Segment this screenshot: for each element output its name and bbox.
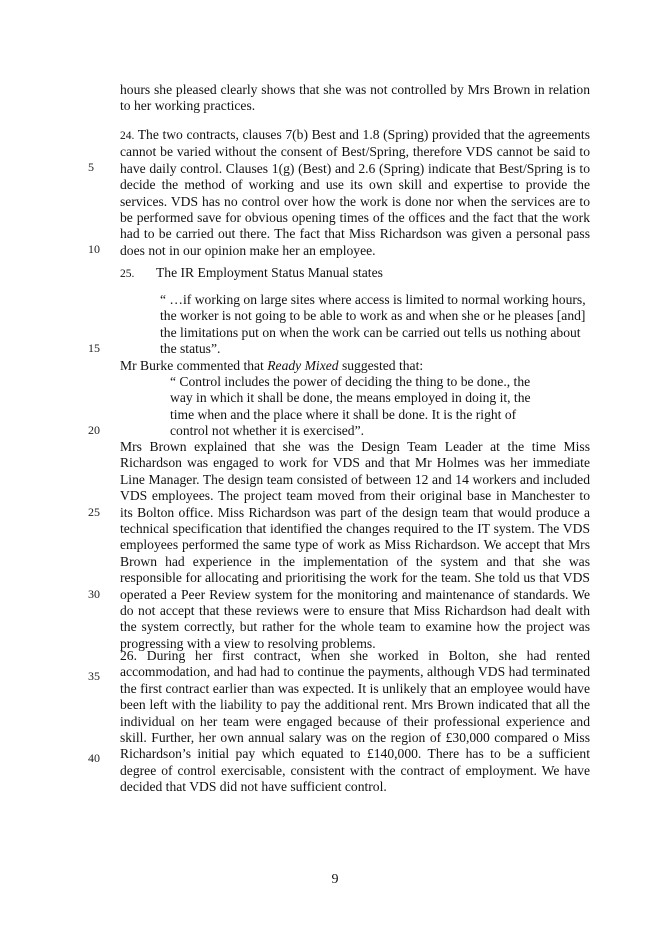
mrs-brown-paragraph: Mrs Brown explained that she was the Design Team Leader at the time Miss Richardson was engaged to work for VDS and that Mr Holmes was her immediate Line Manager. The design team consisted of between 12 and 14 workers and included VDS employees. The project team moved from their original base in Manchester to its Bolton office. Miss Richardson was part of the design team that would produce a technical specification that identified the changes required to the IT system. The VDS employees performed the same type of work as Miss Richardson. We accept that Mrs Brown had experience in the implementation of the system and that she was responsible for allocating and prioritising the work for the team. She told us that VDS operated a Peer Review system for the monitoring and maintenance of standards. We do not accept that these reviews were to ensure that Miss Richardson had dealt with the system correctly, but rather for the whole team to examine how the project was progressing with a view to resolving problems.	[120, 439, 590, 651]
paragraph-24-text: The two contracts, clauses 7(b) Best and 1.8 (Spring) provided that the agreements cannot be varied without the consent of Best/Spring, therefore VDS cannot be said to have daily control. Clauses 1(g) (Best) and 2.6 (Spring) indicate that Best/Spring is to decide the method of working and use its own skill and expertise to provide the services. VDS has no control over how the work is done nor when the services are to be performed save for obvious opening times of the offices and the fact that the work had to be carried out there. The fact that Miss Richardson was given a personal pass does not in our opinion make her an employee.	[120, 127, 591, 258]
line-number-40: 40	[88, 751, 100, 765]
paragraph-26-text: During her first contract, when she worked in Bolton, she had rented accommodation, and had had to continue the payments, although VDS had terminated the first contract earlier than was expected. It is unlikely that an employee would have been left with the liability to pay the additional rent. Mrs Brown indicated that all the individual on her team were engaged because of their professional experience and skill. Further, her own annual salary was on the region of £30,000 compared o Miss Richardson’s initial pay which equated to £140,000. There has to be a sufficient degree of control exercisable, consistent with the contract of employment. We have decided that VDS did not have sufficient control.	[120, 648, 590, 795]
line-number-5: 5	[88, 160, 94, 174]
quote-ready-mixed: “ Control includes the power of deciding the thing to be done., the way in which it shall be done, the means employed in doing it, the time when and the place where it shall be done. It is the right of control not whether it is exercised”.	[170, 374, 531, 439]
paragraph-25-text: The IR Employment Status Manual states	[156, 265, 383, 280]
line-number-15: 15	[88, 341, 100, 355]
paragraph-number-24: 24.	[120, 130, 135, 142]
page-number: 9	[331, 872, 339, 887]
line-number-20: 20	[88, 423, 100, 437]
burke-comment-tail: suggested that:	[338, 358, 424, 373]
paragraph-25	[120, 265, 590, 282]
case-name-ready-mixed: Ready Mixed	[267, 358, 339, 373]
paragraph-26	[120, 648, 590, 796]
line-number-30: 30	[88, 587, 100, 601]
line-number-10: 10	[88, 242, 100, 256]
paragraph-24	[120, 127, 590, 259]
continuation-paragraph: hours she pleased clearly shows that she was not controlled by Mrs Brown in relation to her working practices.	[120, 82, 590, 114]
burke-comment-lead: Mr Burke commented that	[120, 358, 268, 373]
burke-comment	[120, 358, 590, 374]
paragraph-number-26: 26.	[120, 648, 137, 663]
line-number-35: 35	[88, 669, 100, 683]
paragraph-number-25: 25.	[120, 268, 135, 280]
quote-ir-manual: “ …if working on large sites where access is limited to normal working hours, the worker is not going to be able to work as and when she or he pleases [and] the limitations put on when the work can be carried out tells us nothing about the status”.	[160, 292, 586, 357]
line-number-25: 25	[88, 505, 100, 519]
